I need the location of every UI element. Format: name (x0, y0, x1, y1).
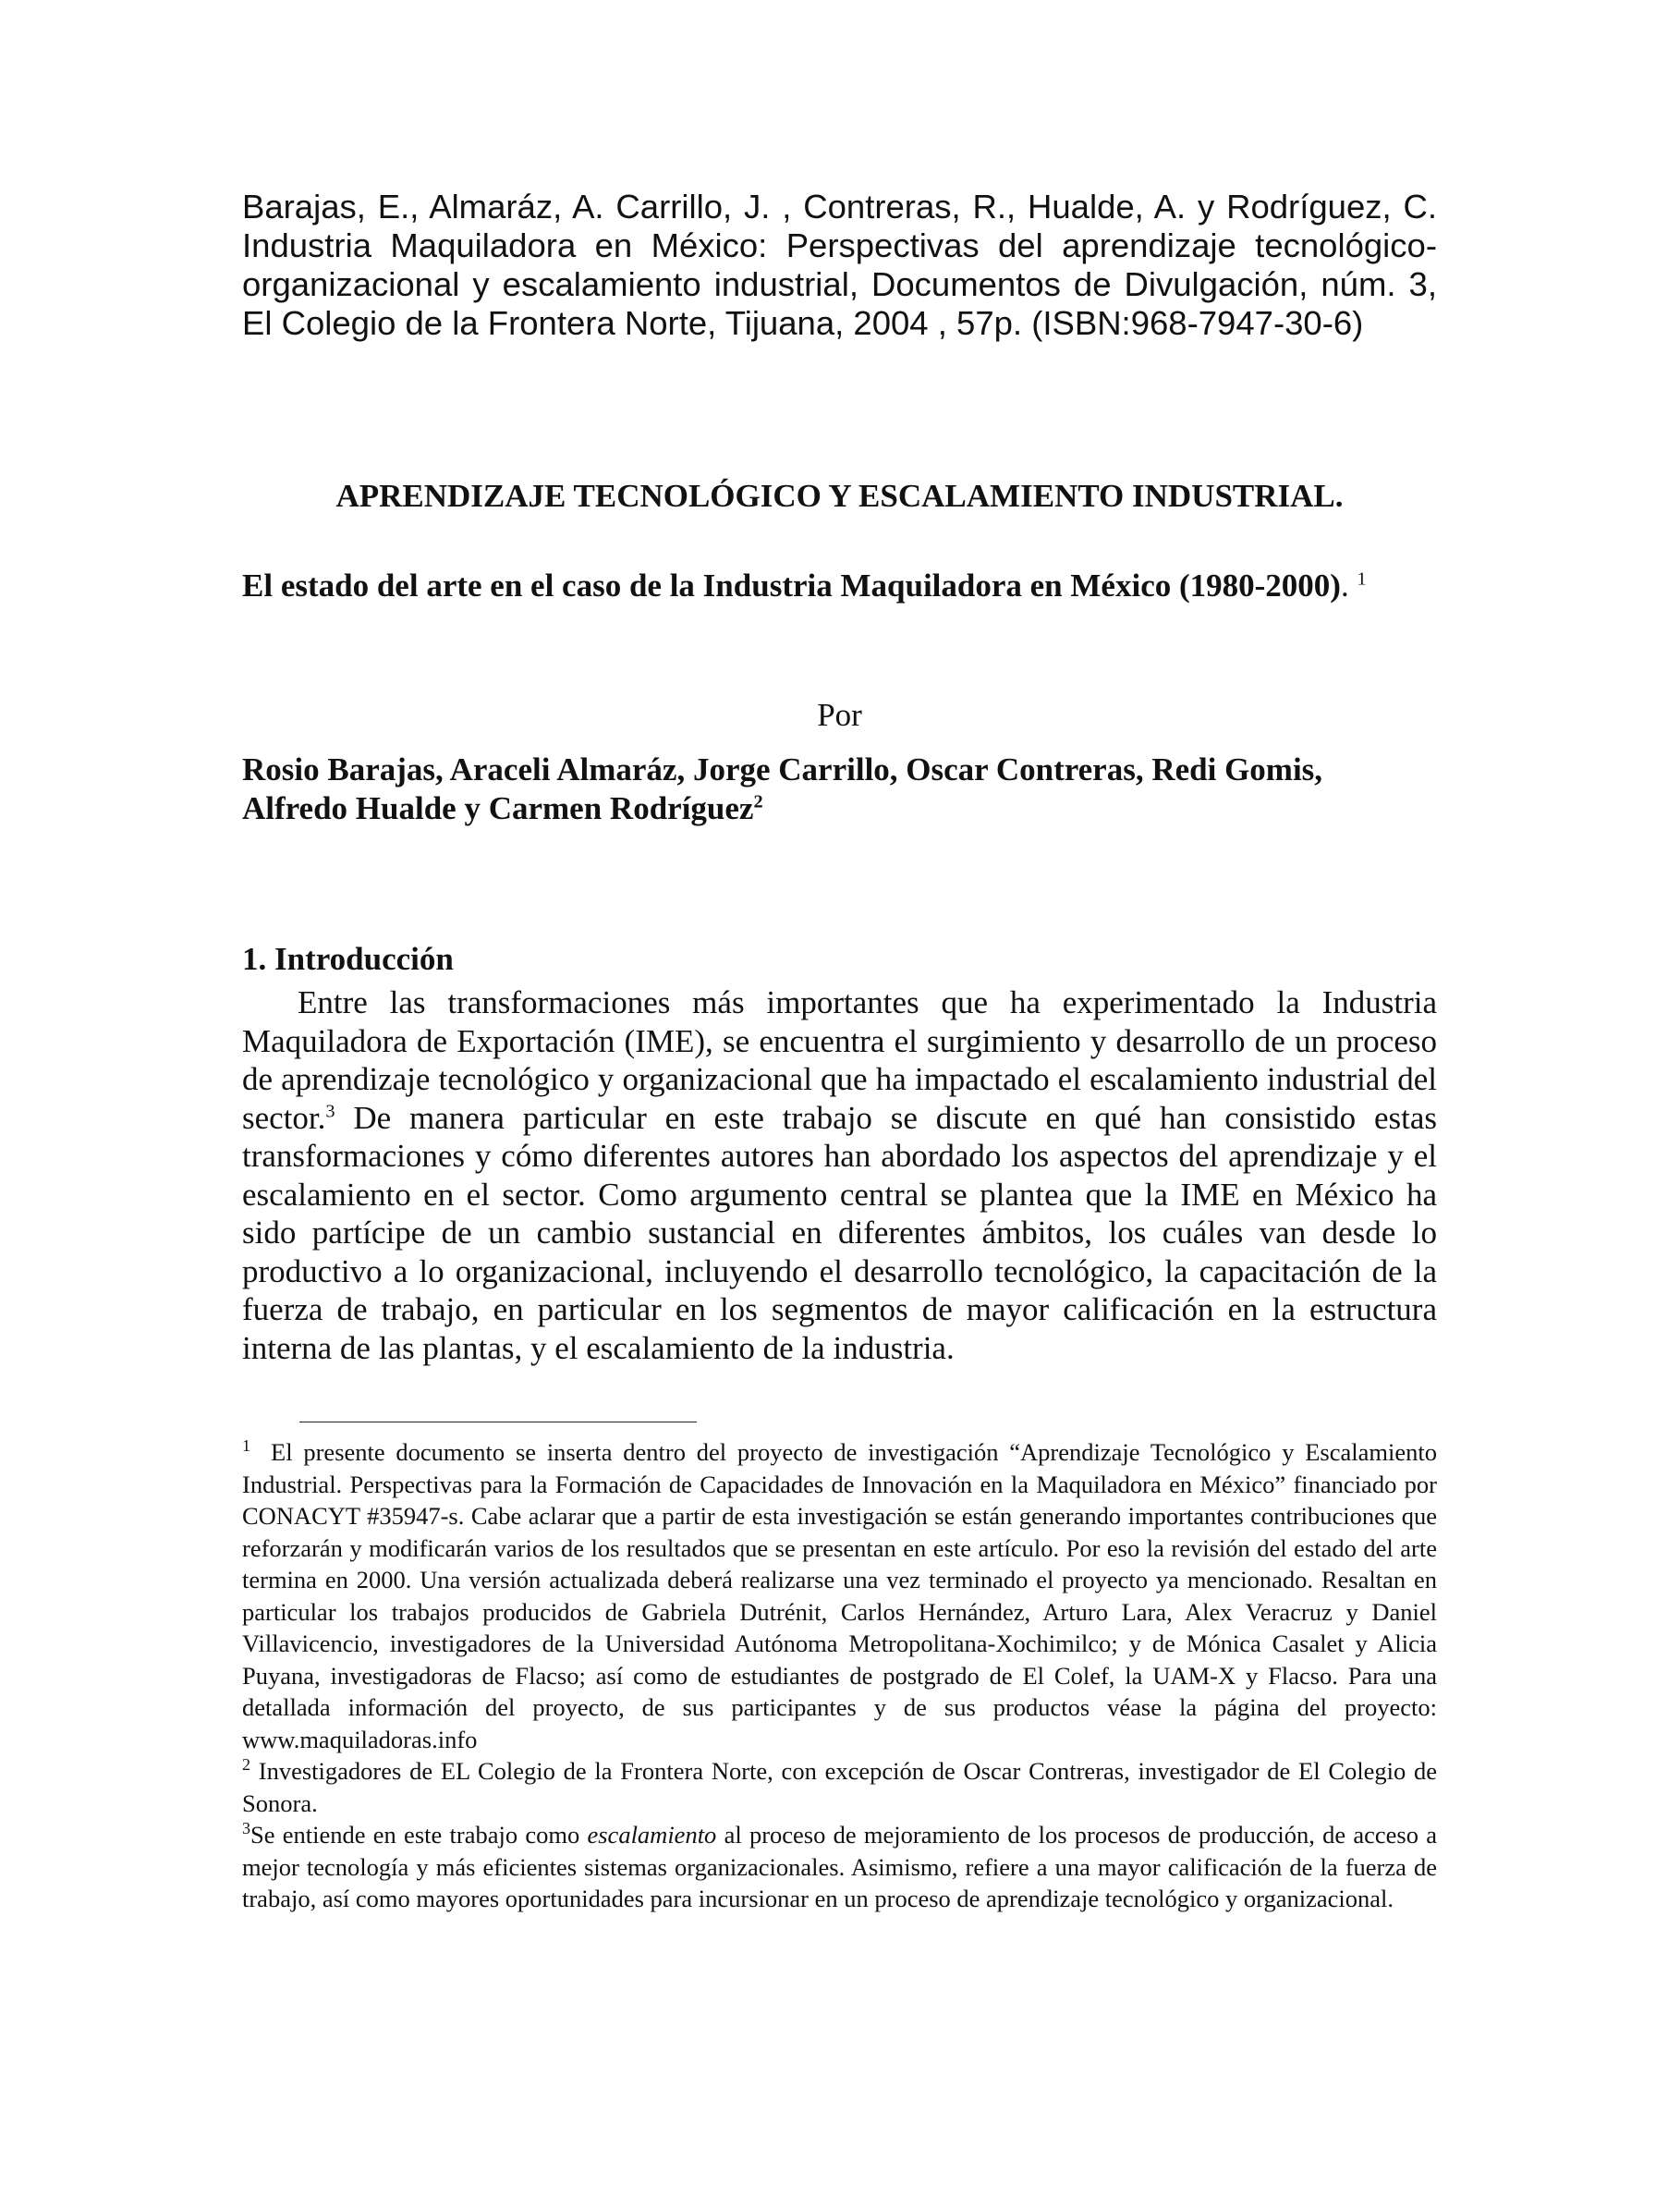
authors-line-1: Rosio Barajas, Araceli Almaráz, Jorge Carrillo, Oscar Contreras, Redi Gomis, (242, 751, 1323, 787)
footnote-text-3b: al proceso de mejoramiento de los procesos de producción, de acceso a mejor tecnología y más eficientes sistemas organizacionales. Asimismo, refiere a una mayor calificación de la fuerza de trabajo, así como mayores oportunidades para incursionar en un proceso de aprendizaje tecnológico y organizacional. (242, 1821, 1438, 1912)
subtitle-period: . (1340, 568, 1349, 604)
subtitle-text: El estado del arte en el caso de la Industria Maquiladora en México (1980-2000) (242, 568, 1341, 604)
footnote-2 (242, 1755, 1437, 1819)
document-title: APRENDIZAJE TECNOLÓGICO Y ESCALAMIENTO INDUSTRIAL. (335, 478, 1344, 514)
footnote-text-3a: Se entiende en este trabajo como (250, 1821, 588, 1849)
footnote-ref-2[interactable]: 2 (753, 791, 763, 812)
document-subtitle (242, 566, 1437, 606)
footnote-emphasis: escalamiento (587, 1821, 717, 1849)
footnote-mark-1: 1 (242, 1436, 251, 1456)
section-heading: 1. Introducción (242, 941, 454, 977)
footnote-ref-3[interactable]: 3 (325, 1100, 335, 1121)
intro-text-part-1: Entre las transformaciones más importantes que ha experimentado la Industria Maquiladora de Exportación (IME), se encuentra el surgimiento y desarrollo de un proceso de aprendizaje tecnológico y organizacional que ha impactado el escalamiento industrial del sector. (242, 984, 1437, 1136)
footnote-3 (242, 1819, 1437, 1915)
byline-label: Por (817, 697, 862, 733)
intro-text-part-2: De manera particular en este trabajo se discute en qué han consistido estas transformaciones y cómo diferentes autores han abordado los aspectos del aprendizaje y el escalamiento en el sector. Como argumento central se plantea que la IME en México ha sido partícipe de un cambio sustancial en diferentes ámbitos, los cuáles van desde lo productivo a lo organizacional, incluyendo el desarrollo tecnológico, la capacitación de la fuerza de trabajo, en particular en los segmentos de mayor calificación en la estructura interna de las plantas, y el escalamiento de la industria. (242, 1099, 1437, 1366)
authors-line-2: Alfredo Hualde y Carmen Rodríguez (242, 790, 754, 826)
footnote-1 (242, 1436, 1437, 1755)
author-list (242, 751, 1437, 828)
intro-paragraph (242, 983, 1437, 1367)
footnote-text-2: Investigadores de EL Colegio de la Frontera Norte, con excepción de Oscar Contreras, investigador de El Colegio de Sonora. (242, 1757, 1437, 1817)
citation-reference: Barajas, E., Almaráz, A. Carrillo, J. , Contreras, R., Hualde, A. y Rodríguez, C. Industria Maquiladora en México: Perspectivas del aprendizaje tecnológico-organizacional y escalamiento industrial, Documentos de Divulgación, núm. 3, El Colegio de la Frontera Norte, Tijuana, 2004 , 57p. (ISBN:968-7947-30-6) (242, 188, 1437, 342)
footnote-text-1: El presente documento se inserta dentro del proyecto de investigación “Aprendizaje Tecnológico y Escalamiento Industrial. Perspectivas para la Formación de Capacidades de Innovación en la Maquiladora en México” financiado por CONACYT #35947-s. Cabe aclarar que a partir de esta investigación se están generando importantes contribuciones que reforzarán y modificarán varios de los resultados que se presentan en este artículo. Por eso la revisión del estado del arte termina en 2000. Una versión actualizada deberá realizarse una vez terminado el proyecto ya mencionado. Resaltan en particular los trabajos producidos de Gabriela Dutrénit, Carlos Hernández, Arturo Lara, Alex Veracruz y Daniel Villavicencio, investigadores de la Universidad Autónoma Metropolitana-Xochimilco; y de Mónica Casalet y Alicia Puyana, investigadoras de Flacso; así como de estudiantes de postgrado de El Colef, la UAM-X y Flacso. Para una detallada información del proyecto, de sus participantes y de sus productos véase la página del proyecto: www.maquiladoras.info (242, 1438, 1437, 1753)
footnote-mark-3: 3 (242, 1819, 251, 1838)
footnotes (242, 1436, 1437, 1915)
footnote-mark-2: 2 (242, 1755, 251, 1775)
footnote-ref-1[interactable]: 1 (1357, 568, 1367, 590)
